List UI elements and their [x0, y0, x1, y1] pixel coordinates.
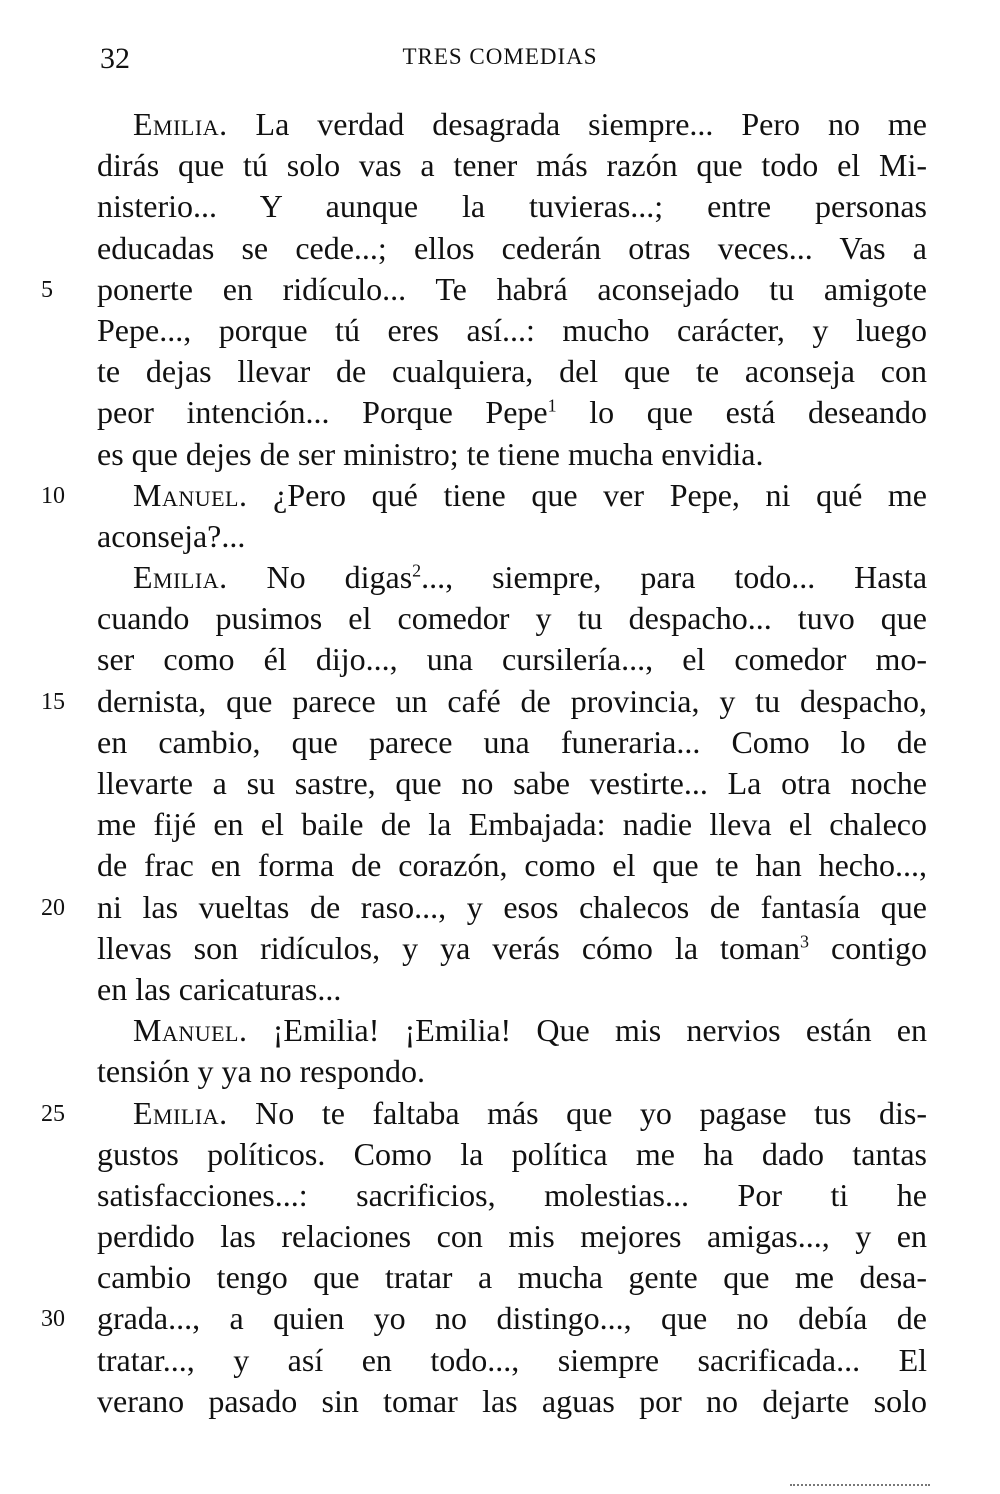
line-number: 10	[41, 482, 65, 509]
line-text: contigo	[831, 929, 928, 966]
text-block	[41, 104, 928, 1422]
text-line	[41, 475, 928, 516]
text-line: verano pasado sin tomar las aguas por no dejarte solo	[97, 1382, 927, 1419]
text-line	[41, 1093, 928, 1134]
line-number: 15	[41, 688, 65, 715]
line-text: ¡Emilia! ¡Emilia! Que mis nervios están en	[272, 1012, 928, 1049]
text-line: educadas se cede...; ellos cederán otras veces... Vas a	[97, 229, 927, 266]
text-line: en cambio, que parece una funeraria... Como lo de	[97, 723, 927, 760]
text-line: gustos políticos. Como la política me ha dado tantas	[97, 1135, 927, 1172]
line-text: dernista, que parece un café de provincia, y tu despacho,	[97, 682, 927, 719]
line-number: 5	[41, 276, 53, 303]
text-line	[41, 681, 927, 722]
text-line	[97, 557, 927, 598]
text-line: en las caricaturas...	[97, 970, 342, 1007]
speaker-label: Emilia.	[133, 559, 228, 596]
line-number: 20	[41, 894, 65, 921]
running-title: TRES COMEDIAS	[402, 44, 598, 69]
line-text: ponerte en ridículo... Te habrá aconsejado tu amigote	[97, 270, 927, 307]
footnote-mark: 2	[412, 560, 422, 581]
text-line	[97, 104, 927, 145]
text-line: nisterio... Y aunque la tuvieras...; entre personas	[97, 188, 927, 225]
speaker-label: Manuel.	[133, 476, 248, 513]
dotted-rule	[790, 1484, 930, 1486]
line-text: ¿Pero qué tiene que ver Pepe, ni qué me	[273, 476, 928, 513]
text-line: es que dejes de ser ministro; te tiene mucha envidia.	[97, 435, 764, 472]
page-number: 32	[100, 42, 130, 75]
text-line: cuando pusimos el comedor y tu despacho... tuvo que	[97, 600, 927, 637]
text-line: me fijé en el baile de la Embajada: nadie lleva el chaleco	[97, 806, 927, 843]
text-line	[41, 887, 927, 928]
speaker-label: Manuel.	[133, 1012, 248, 1049]
line-number: 30	[41, 1306, 65, 1333]
text-line: de frac en forma de corazón, como el que te han hecho...,	[97, 847, 927, 884]
text-line: Pepe..., porque tú eres así...: mucho carácter, y luego	[97, 311, 927, 348]
text-line: aconseja?...	[97, 517, 246, 554]
line-text: ni las vueltas de raso..., y esos chalecos de fantasía que	[97, 888, 927, 925]
text-line	[97, 392, 927, 433]
text-line: tratar..., y así en todo..., siempre sacrificada... El	[97, 1341, 927, 1378]
line-text: peor intención... Porque Pepe	[97, 394, 548, 431]
line-text: lo que está deseando	[589, 394, 928, 431]
speaker-label: Emilia.	[133, 106, 228, 142]
speaker-label: Emilia.	[133, 1094, 228, 1131]
text-line: cambio tengo que tratar a mucha gente que me desa-	[97, 1259, 927, 1296]
text-line: perdido las relaciones con mis mejores amigas..., y en	[97, 1218, 927, 1255]
line-text: grada..., a quien yo no distingo..., que no debía de	[97, 1300, 927, 1337]
line-text: No te faltaba más que yo pagase tus dis-	[255, 1094, 928, 1131]
text-line: ser como él dijo..., una cursilería..., el comedor mo-	[97, 641, 927, 678]
text-line: dirás que tú solo vas a tener más razón que todo el Mi-	[97, 147, 927, 184]
text-line: tensión y ya no respondo.	[97, 1053, 425, 1090]
text-line: llevarte a su sastre, que no sabe vestirte... La otra noche	[97, 765, 927, 801]
line-number: 25	[41, 1100, 65, 1127]
line-text: No digas	[266, 559, 413, 596]
text-line	[41, 269, 927, 310]
line-text: llevas son ridículos, y ya verás cómo la toman	[97, 929, 801, 966]
line-text: ..., siempre, para todo... Hasta	[421, 559, 928, 596]
footnote-mark: 3	[800, 931, 810, 952]
line-text: La verdad desagrada siempre... Pero no me	[255, 106, 928, 142]
text-line: satisfacciones...: sacrificios, molestias... Por ti he	[97, 1176, 927, 1213]
footnote-mark: 1	[547, 395, 557, 416]
text-line	[41, 1298, 927, 1339]
text-line	[97, 928, 927, 969]
text-line	[97, 1010, 927, 1051]
page-header	[0, 42, 1000, 82]
text-line: te dejas llevar de cualquiera, del que te aconseja con	[97, 353, 927, 390]
